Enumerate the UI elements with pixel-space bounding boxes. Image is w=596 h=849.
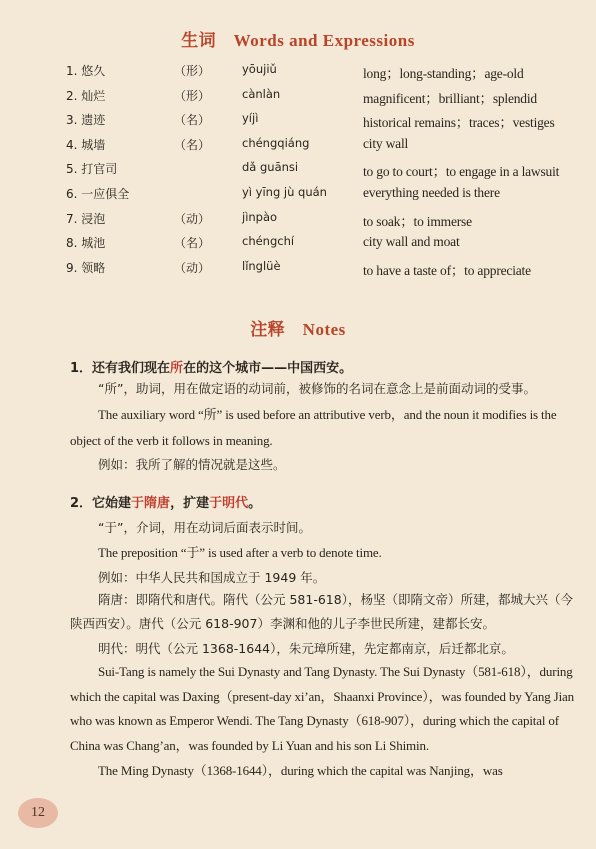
vocab-pinyin: chéngqiáng	[242, 135, 310, 150]
note-2-title	[70, 492, 261, 511]
vocab-word: 9. 领略	[66, 260, 106, 275]
vocab-heading: 生词 Words and Expressions	[181, 31, 415, 50]
vocab-word: 3. 遗迹	[66, 113, 106, 128]
note-1-title-text-end: 在的这个城市——中国西安。	[183, 361, 353, 376]
vocab-pinyin: yōujiǔ	[242, 62, 277, 76]
vocab-part-of-speech: （动）	[174, 260, 211, 275]
vocab-english: long；long-standing；age-old	[363, 66, 524, 81]
vocab-word: 5. 打官司	[66, 162, 118, 177]
vocab-part-of-speech: （名）	[174, 137, 211, 152]
vocab-row	[66, 136, 586, 161]
vocab-english: to have a taste of；to appreciate	[363, 262, 531, 278]
note-2-en: The preposition “于” is used after a verb to denote time.	[98, 545, 382, 560]
vocab-word: 7. 浸泡	[66, 211, 106, 226]
vocab-word: 2. 灿烂	[66, 88, 106, 103]
vocab-pinyin: yì yīng jù quán	[242, 184, 327, 199]
note-2-title-text: 2．它始建	[70, 496, 132, 511]
note-1-example: 例如：我所了解的情况就是这些。	[98, 457, 286, 472]
vocab-word: 1. 悠久	[66, 64, 106, 78]
vocab-english: historical remains；traces；vestiges	[363, 115, 555, 131]
vocab-row	[66, 160, 586, 185]
note-1-title	[70, 357, 352, 376]
vocab-english: everything needed is there	[363, 184, 500, 200]
page-number: 12	[18, 798, 58, 828]
note-2-example: 例如：中华人民共和国成立于 1949 年。	[98, 570, 326, 585]
vocab-row	[66, 87, 586, 112]
note-2-ming-zh: 明代：明代（公元 1368-1644），朱元璋所建，先定都南京，后迁都北京。	[98, 641, 514, 656]
vocab-part-of-speech: （形）	[174, 64, 211, 78]
vocab-list	[66, 62, 586, 283]
vocab-english: magnificent；brilliant；splendid	[363, 90, 537, 106]
vocab-word: 4. 城墙	[66, 137, 106, 152]
vocab-pinyin: chéngchí	[242, 234, 295, 249]
note-2-title-highlight-1: 于隋唐	[131, 496, 171, 511]
vocab-row	[66, 111, 586, 136]
note-2-title-highlight-2: 于明代	[209, 496, 249, 511]
vocab-row	[66, 210, 586, 235]
vocab-pinyin: yíjì	[242, 111, 259, 126]
vocab-row	[66, 259, 586, 284]
vocab-row	[66, 62, 586, 87]
vocab-row	[66, 234, 586, 259]
vocab-part-of-speech: （动）	[174, 211, 211, 226]
vocab-part-of-speech: （形）	[174, 88, 211, 103]
vocab-part-of-speech: （名）	[174, 113, 211, 128]
vocab-row	[66, 185, 586, 210]
vocab-english: city wall and moat	[363, 234, 460, 250]
vocab-english: to soak；to immerse	[363, 213, 472, 229]
vocab-english: city wall	[363, 135, 409, 151]
vocab-pinyin: cànlàn	[242, 86, 281, 101]
note-1-title-text: 1．还有我们现在	[70, 361, 171, 376]
vocab-word: 8. 城池	[66, 236, 106, 251]
vocab-pinyin: lǐnglüè	[242, 258, 281, 273]
note-2-sui-tang-zh: 隋唐：即隋代和唐代。隋代（公元 581-618），杨坚（即隋文帝）所建，都城大兴（今陕西西安）。唐代（公元 618-907）李渊和他的儿子李世民所建，建都长安。	[70, 592, 573, 631]
notes-heading: 注释 Notes	[250, 320, 346, 339]
vocab-pinyin: dǎ guānsi	[242, 160, 299, 175]
vocab-word: 6. 一应俱全	[66, 186, 130, 201]
note-2-title-text-end: 。	[248, 496, 262, 511]
vocab-english: to go to court；to engage in a lawsuit	[363, 164, 560, 180]
note-1-en: The auxiliary word “所” is used before an attributive verb，and the noun it modifies is the object of the verb it follows in meaning.	[70, 407, 557, 448]
note-2-zh: “于”，介词，用在动词后面表示时间。	[98, 520, 311, 535]
vocab-pinyin: jìnpào	[242, 209, 278, 224]
note-2-sui-tang-en: Sui-Tang is namely the Sui Dynasty and Tang Dynasty. The Sui Dynasty（581-618），during which the capital was Daxing（present-day xi’an，Shaanxi Province），was founded by Yang Jian who was known as Emperor Wendi. The Tang Dynasty（618-907），during which the capital of China was Chang’an，was founded by Li Yuan and his son Li Shimin.	[70, 664, 575, 753]
vocab-part-of-speech: （名）	[174, 236, 211, 251]
note-2-ming-en: The Ming Dynasty（1368-1644），during which the capital was Nanjing，was	[98, 763, 503, 778]
note-2-title-text-mid: ，扩建	[170, 496, 210, 511]
note-1-zh: “所”，助词，用在做定语的动词前，被修饰的名词在意念上是前面动词的受事。	[98, 381, 536, 396]
note-1-title-highlight: 所	[170, 361, 184, 376]
